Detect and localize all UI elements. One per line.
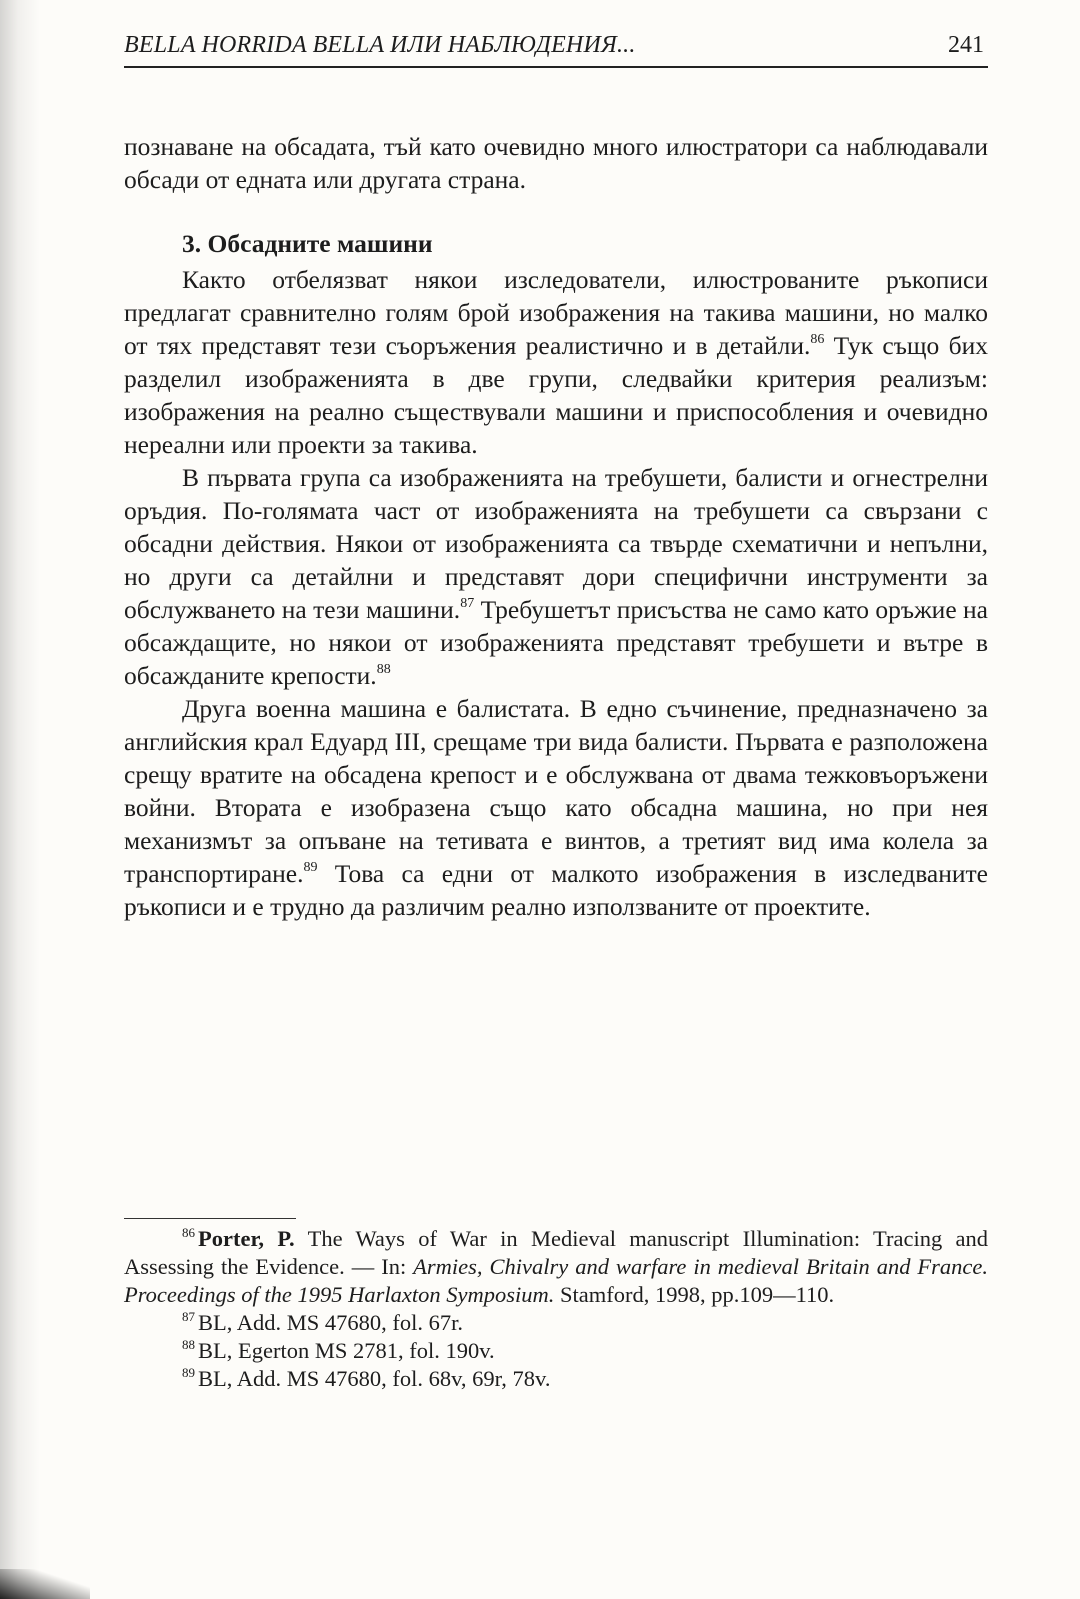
footnote-87: $^{87}$ BL, Add. MS 47680, fol. 67r. [182, 1309, 464, 1335]
running-header [124, 28, 988, 68]
paragraph-3: Друга военна машина е балистата. В едно съчинение, предназначено за английския крал Едуард III, срещаме три вида балисти. Първата е разположена срещу вратите на обсадена крепост и е обслужвана от двама тежковъоръжени войни. Втората е изобразена също като обсадна машина, но при нея механизмът за опъване на тетивата е винтов, а третият вид има колела за транспортиране.$^{89}$ Това са едни от малкото изображения в изследваните ръкописи и е трудно да различим реално използваните от проектите. [124, 694, 988, 921]
footnotes [124, 1225, 988, 1393]
page-number: 241 [948, 32, 984, 58]
footnote-ref-89[interactable]: 89 [303, 860, 318, 875]
running-title: BELLA HORRIDA BELLA ИЛИ НАБЛЮДЕНИЯ... [124, 32, 636, 58]
footnote-89: $^{89}$ BL, Add. MS 47680, fol. 68v, 69r, 78v. [182, 1365, 551, 1391]
paragraph-1: Както отбелязват някои изследователи, илюстрованите ръкописи предлагат сравнително голям брой изображения на такива машини, но малко от тях представят тези съоръжения реалистично и в детайли.$^{86}$ Тук също бих разделил изображенията в две групи, следвайки критерия реализъм: изображения на реално съществували машини и приспособления и очевидно нереални или проекти за такива. [124, 265, 988, 459]
footnote-88: $^{88}$ BL, Egerton MS 2781, fol. 190v. [182, 1337, 495, 1363]
paragraph-2: В първата група са изображенията на требушети, балисти и огнестрелни оръдия. По-голямата част от изображенията на требушети са свързани с обсадни действия. Някои от изображенията са твърде схематични и непълни, но други са детайлни и представят дори специфични инструменти за обслужването на тези машини.$^{87}$ Требушетът присъства не само като оръжие на обсаждащите, но някои от изображенията представят требушети и вътре в обсажданите крепости.$^{88}$ [124, 463, 988, 690]
footnote-ref-88[interactable]: 88 [376, 662, 391, 677]
footnote-italic-title: Armies, Chivalry and warfare in medieval Britain and France. Proceedings of the 1995 Harlaxton Symposium. [124, 1254, 989, 1307]
footnote-number: 88 [182, 1337, 195, 1352]
footnote-number: 86 [182, 1225, 195, 1240]
footnote-number: 89 [182, 1365, 195, 1380]
footnote-separator [124, 1218, 296, 1219]
page-corner-shadow [0, 1569, 90, 1599]
footnote-author: Porter, P. [198, 1226, 295, 1251]
footnote-number: 87 [182, 1309, 195, 1324]
body-text [124, 130, 988, 923]
book-page [124, 0, 988, 1599]
page-gutter-shadow [0, 0, 40, 1599]
footnote-86: $^{86}$ Porter, P. The Ways of War in Medieval manuscript Illumination: Tracing and Assessing the Evidence. — In: Armies, Chivalry and warfare in medieval Britain and France. Proceedings of the 1995 Harlaxton Symposium. Stamford, 1998, pp.109—110. [124, 1225, 989, 1307]
footnote-ref-87[interactable]: 87 [460, 596, 475, 611]
paragraph-continued: познаване на обсадата, тъй като очевидно много илюстратори са наблюдавали обсади от едната или другата страна. [124, 132, 988, 194]
section-heading: 3. Обсадните машини [182, 229, 433, 258]
footnote-ref-86[interactable]: 86 [810, 332, 825, 347]
